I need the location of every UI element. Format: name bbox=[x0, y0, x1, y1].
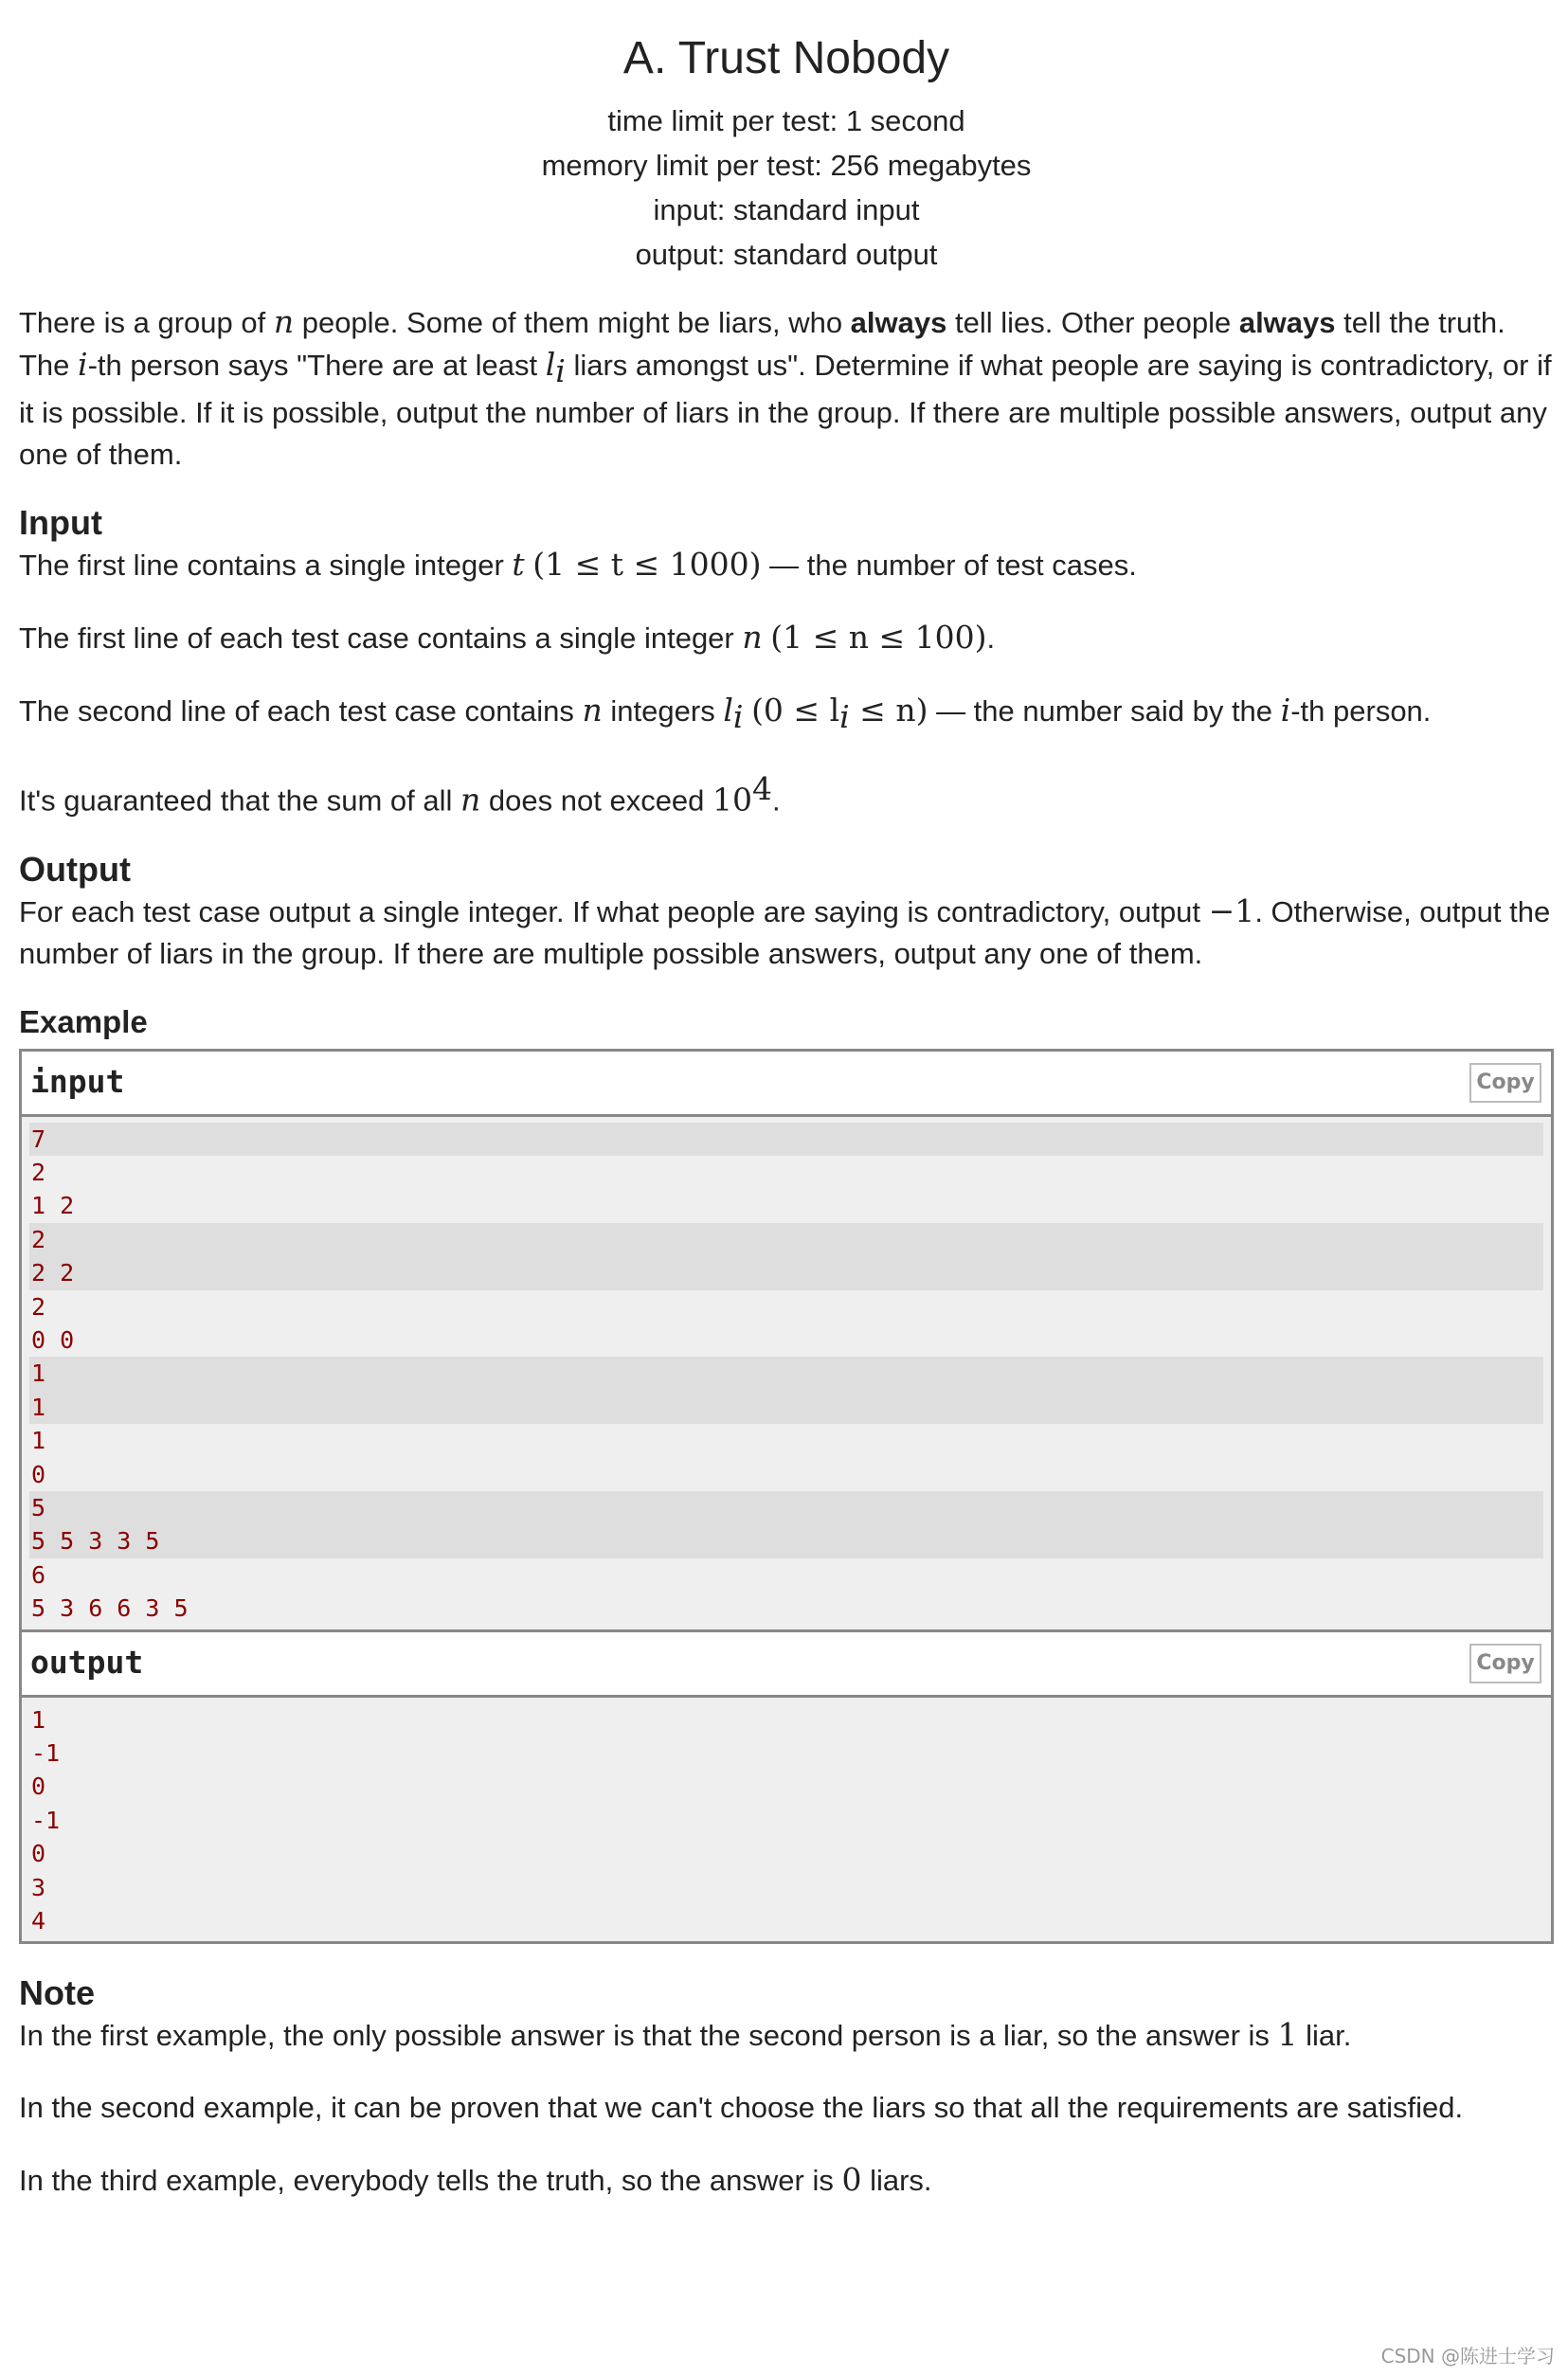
sample-input[interactable] bbox=[22, 1117, 1551, 1629]
input-line: 0 bbox=[31, 1460, 46, 1488]
output-label: output bbox=[30, 1643, 144, 1681]
input-line: 5 3 6 6 3 5 bbox=[31, 1594, 189, 1623]
limits bbox=[19, 99, 1554, 277]
time-limit: time limit per test: 1 second bbox=[607, 104, 965, 137]
output-line: 0 bbox=[31, 1773, 46, 1801]
input-line-4: It's guaranteed that the sum of all n does not exceed $10^4$. bbox=[19, 770, 781, 819]
note-3: In the third example, everybody tells the truth, so the answer is 0 liars. bbox=[19, 2161, 932, 2199]
output-line: 4 bbox=[31, 1906, 46, 1935]
legend-paragraph: There is a group of n people. Some of them might be liars, who always tell lies. Other people always tell the truth. The i-th person says "There are at least $l_i$ liars amongst us". Determine if what people are saying is contradictory, or if it is possible. If it is possible, output the number of liars in the group. If there are multiple possible answers, output any one of them. bbox=[19, 303, 1552, 472]
input-header bbox=[22, 1052, 1551, 1117]
copy-input-button[interactable]: Copy bbox=[1469, 1063, 1541, 1103]
input-line: 2 bbox=[29, 1223, 1543, 1256]
output-line: 1 bbox=[31, 1705, 46, 1734]
note-2: In the second example, it can be proven that we can't choose the liars so that all the requirements are satisfied. bbox=[19, 2091, 1464, 2125]
note-title: Note bbox=[19, 1973, 95, 2013]
input-line: 7 bbox=[29, 1123, 1543, 1156]
problem-title: A. Trust Nobody bbox=[622, 33, 950, 83]
example-title: Example bbox=[19, 1003, 148, 1039]
output-header bbox=[22, 1632, 1551, 1698]
input-line: 2 bbox=[31, 1292, 46, 1321]
watermark: CSDN @陈进士学习 bbox=[1380, 2345, 1555, 2367]
sample-tests bbox=[19, 1049, 1554, 1945]
input-line-3: The second line of each test case contains n integers $l_i$ $(0 \le l_i \le n)$ — the number said by the i-th person. bbox=[19, 692, 1432, 736]
input-line: 2 2 bbox=[29, 1256, 1543, 1289]
output-line: -1 bbox=[31, 1806, 61, 1834]
note-1: In the first example, the only possible answer is that the second person is a liar, so the answer is 1 liar. bbox=[19, 2016, 1352, 2054]
problem-statement bbox=[19, 0, 1554, 2202]
input-line-1: The first line contains a single integer t (1 ≤ t ≤ 1000) — the number of test cases. bbox=[19, 546, 1137, 584]
sample-output[interactable] bbox=[22, 1698, 1551, 1942]
output-section-title: Output bbox=[19, 849, 131, 889]
copy-output-button[interactable]: Copy bbox=[1469, 1644, 1541, 1683]
memory-limit: memory limit per test: 256 megabytes bbox=[541, 149, 1032, 182]
input-label: input bbox=[30, 1062, 125, 1100]
input-line: 2 bbox=[31, 1159, 46, 1187]
input-file: input: standard input bbox=[653, 193, 920, 226]
input-line: 1 2 bbox=[31, 1192, 75, 1220]
output-line: 3 bbox=[31, 1873, 46, 1901]
input-line: 5 5 3 3 5 bbox=[29, 1524, 1543, 1557]
problem-header bbox=[19, 0, 1554, 277]
input-line: 5 bbox=[29, 1491, 1543, 1524]
input-line: 1 bbox=[29, 1391, 1543, 1424]
input-line: 1 bbox=[31, 1427, 46, 1455]
input-line: 0 0 bbox=[31, 1326, 75, 1355]
input-line: 1 bbox=[29, 1357, 1543, 1390]
output-line: 0 bbox=[31, 1840, 46, 1868]
output-file: output: standard output bbox=[635, 238, 938, 271]
input-line: 6 bbox=[31, 1560, 46, 1589]
output-line: -1 bbox=[31, 1738, 61, 1767]
input-section-title: Input bbox=[19, 503, 102, 543]
output-description: For each test case output a single integer. If what people are saying is contradictory, output −1. Otherwise, output the number of liars in the group. If there are multiple possible answers, output any one of them. bbox=[19, 891, 1551, 970]
input-line-2: The first line of each test case contains a single integer n (1 ≤ n ≤ 100). bbox=[19, 619, 996, 657]
